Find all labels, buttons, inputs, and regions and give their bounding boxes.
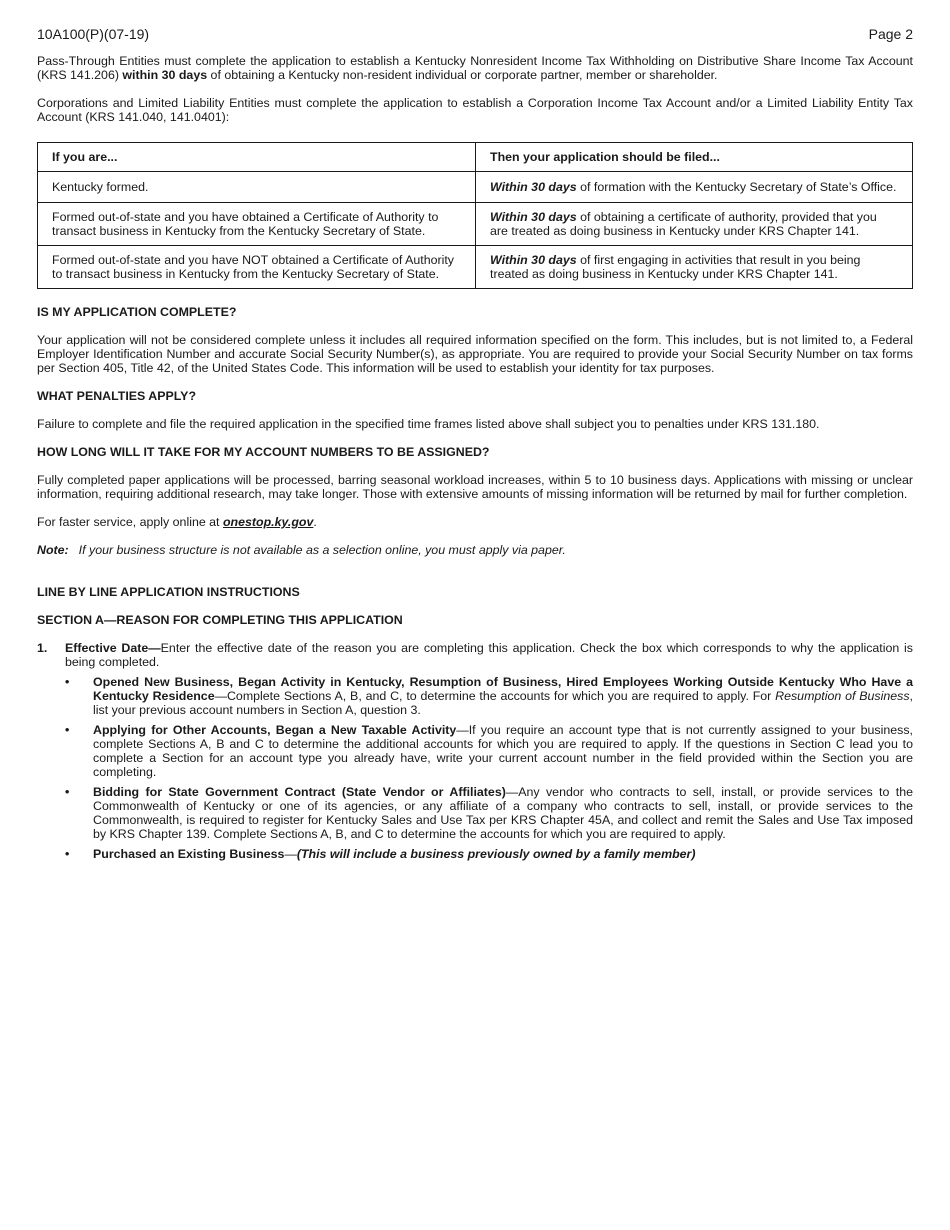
- table-cell-condition: Formed out-of-state and you have obtained a Certificate of Authority to transact business in Kentucky from the Kentucky Secretary of State.: [38, 203, 476, 246]
- timing-text: of first engaging in activities that result in you being treated as doing business in Kentucky under KRS Chapter 141.: [490, 253, 861, 281]
- timing-deadline: Within 30 days: [490, 210, 577, 224]
- note-text: If your business structure is not available as a selection online, you must apply via paper.: [78, 543, 566, 557]
- item-body: [65, 641, 913, 669]
- complete-heading: IS MY APPLICATION COMPLETE?: [37, 305, 237, 319]
- page-header: [37, 26, 913, 42]
- instructions-heading: LINE BY LINE APPLICATION INSTRUCTIONS: [37, 585, 300, 599]
- bullet-body: —Any vendor who contracts to sell, install, or provide services to the Commonwealth of Kentucky or one of its agencies, or any affiliate of a company who contracts to sell, install, or provide services to the Commonwealth, is required to register for Kentucky Sales and Use Tax per KRS Chapter 45A, and collect and remit the Sales and Use Tax imposed by KRS Chapter 139. Complete Sections A, B, and C to determine the accounts for which you are required to apply.: [93, 785, 913, 841]
- item-title: Effective Date—: [65, 641, 161, 655]
- bullet-title: Applying for Other Accounts, Began a New Taxable Activity: [93, 723, 457, 737]
- online-text-post: .: [313, 515, 317, 529]
- form-code: 10A100(P)(07-19): [37, 26, 150, 42]
- bullet-title: Opened New Business, Began Activity in Kentucky, Resumption of Business, Hired Employees Working Outside Kentucky Who Have a Kentucky Residence: [93, 675, 913, 703]
- filing-deadline-table: [37, 142, 913, 289]
- table-cell-timing: [476, 246, 913, 289]
- bullet-title: Purchased an Existing Business: [93, 847, 285, 861]
- table-cell-timing: [476, 172, 913, 203]
- list-item: [65, 723, 913, 779]
- table-cell-condition: Formed out-of-state and you have NOT obtained a Certificate of Authority to transact business in Kentucky from the Kentucky Secretary of State.: [38, 246, 476, 289]
- howlong-paragraph: Fully completed paper applications will be processed, barring seasonal workload increases, within 5 to 10 business days. Applications with missing or unclear information, requiring additional research, may take longer. Those with extensive amounts of missing information will be returned by mail for further completion.: [37, 473, 913, 501]
- document-page: [37, 26, 913, 867]
- pass-through-text-pre: Pass-Through Entities must complete the application to establish a Kentucky Nonresident Income Tax Withholding on Distributive Share Income Tax Account (KRS 141.206): [37, 54, 913, 82]
- howlong-heading: HOW LONG WILL IT TAKE FOR MY ACCOUNT NUMBERS TO BE ASSIGNED?: [37, 445, 490, 459]
- bullet-italic: Resumption of Business: [775, 689, 910, 703]
- page-number: Page 2: [868, 26, 913, 42]
- table-row: [38, 172, 913, 203]
- table-header-condition: If you are...: [38, 143, 476, 172]
- table-header-row: [38, 143, 913, 172]
- table-row: [38, 203, 913, 246]
- online-text-pre: For faster service, apply online at: [37, 515, 223, 529]
- bullet-body: —Complete Sections A, B, and C, to determine the accounts for which you are required to apply. For: [214, 689, 776, 703]
- bullet-bold-italic: (This will include a business previously owned by a family member): [296, 847, 696, 861]
- bullet-title: Bidding for State Government Contract (State Vendor or Affiliates): [93, 785, 506, 799]
- table-header-timing: Then your application should be filed...: [476, 143, 913, 172]
- timing-text: of formation with the Kentucky Secretary of State’s Office.: [576, 180, 897, 194]
- pass-through-text-post: of obtaining a Kentucky non-resident individual or corporate partner, member or shareholder.: [207, 68, 718, 82]
- bullet-icon: •: [65, 675, 70, 689]
- note-paragraph: [37, 543, 913, 557]
- bullet-icon: •: [65, 847, 70, 861]
- bullet-icon: •: [65, 723, 70, 737]
- instruction-item-1: [37, 641, 913, 669]
- bullet-body: —: [284, 847, 297, 861]
- reason-bullet-list: [65, 675, 913, 861]
- note-label: Note:: [37, 543, 69, 557]
- item-number: 1.: [37, 641, 48, 655]
- timing-deadline: Within 30 days: [490, 180, 577, 194]
- list-item: [65, 675, 913, 717]
- corporations-paragraph: Corporations and Limited Liability Entities must complete the application to establish a Corporation Income Tax Account and/or a Limited Liability Entity Tax Account (KRS 141.040, 141.0401):: [37, 96, 913, 124]
- bullet-text: [93, 675, 913, 717]
- list-item: [65, 785, 913, 841]
- table-cell-timing: [476, 203, 913, 246]
- table-row: [38, 246, 913, 289]
- penalties-heading: WHAT PENALTIES APPLY?: [37, 389, 197, 403]
- online-paragraph: [37, 515, 913, 529]
- timing-text: of obtaining a certificate of authority, provided that you are treated as doing business in Kentucky under KRS Chapter 141.: [490, 210, 877, 238]
- bullet-body-end: , list your previous account numbers in Section A, question 3.: [93, 689, 913, 717]
- bullet-icon: •: [65, 785, 70, 799]
- complete-paragraph: Your application will not be considered complete unless it includes all required information specified on the form. This includes, but is not limited to, a Federal Employer Identification Number and accurate Social Security Number(s), as appropriate. You are required to provide your Social Security Number on tax forms per Section 405, Title 42, of the United States Code. This information will be used to establish your identity for tax purposes.: [37, 333, 913, 375]
- bullet-text: [93, 847, 913, 861]
- table-cell-condition: Kentucky formed.: [38, 172, 476, 203]
- penalties-paragraph: Failure to complete and file the required application in the specified time frames listed above shall subject you to penalties under KRS 131.180.: [37, 417, 820, 431]
- item-text: Enter the effective date of the reason you are completing this application. Check the box which corresponds to why the application is being completed.: [65, 641, 913, 669]
- bullet-body: —If you require an account type that is not currently assigned to your business, complete Sections A, B and C to determine the additional accounts for which you are required to apply. If the questions in Section C lead you to complete a Section for an account type you already have, write your current account number in the field provided within the Section you are completing.: [93, 723, 913, 779]
- onestop-link[interactable]: onestop.ky.gov: [222, 515, 314, 529]
- pass-through-deadline: within 30 days: [122, 68, 208, 82]
- list-item: [65, 847, 913, 861]
- section-a-heading: SECTION A—REASON FOR COMPLETING THIS APPLICATION: [37, 613, 403, 627]
- pass-through-paragraph: [37, 54, 913, 82]
- timing-deadline: Within 30 days: [490, 253, 577, 267]
- bullet-text: [93, 785, 913, 841]
- bullet-text: [93, 723, 913, 779]
